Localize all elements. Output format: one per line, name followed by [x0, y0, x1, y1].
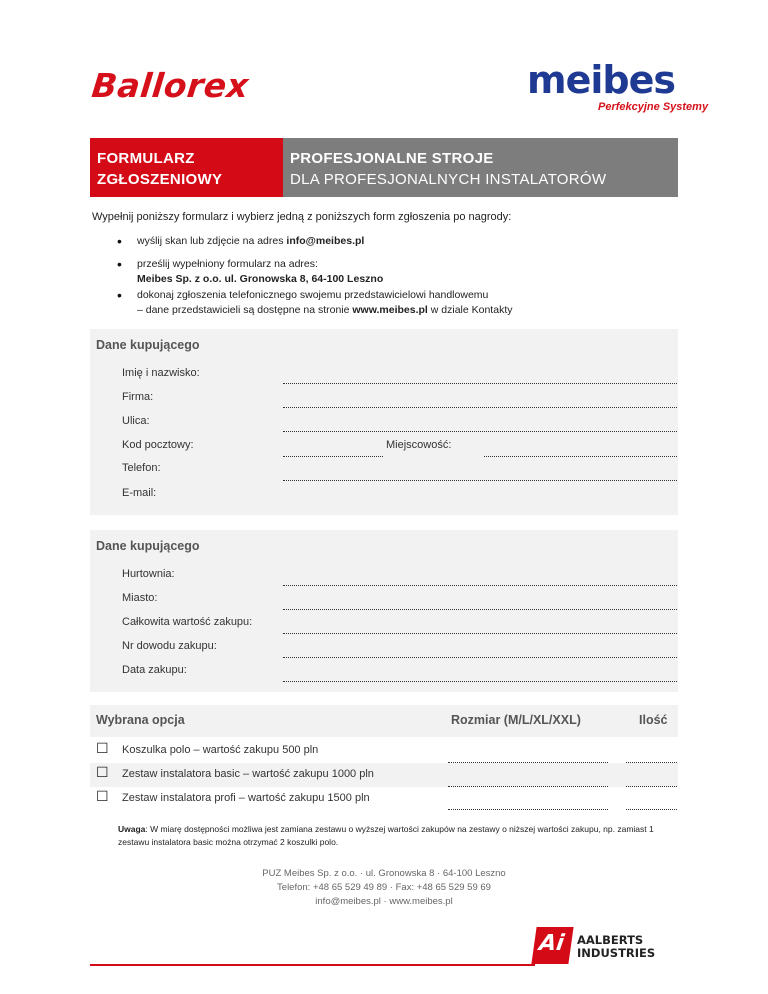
option-3-size-field[interactable] — [448, 809, 608, 810]
date-field[interactable] — [283, 681, 677, 682]
bullet-dot: • — [117, 233, 122, 249]
aalberts-name-line2: INDUSTRIES — [577, 946, 656, 960]
receipt-label: Nr dowodu zakupu: — [122, 640, 217, 652]
phone-label: Telefon: — [122, 462, 161, 474]
footer-contact: info@meibes.pl · www.meibes.pl — [315, 896, 453, 907]
company-field[interactable] — [283, 407, 677, 408]
ballorex-logo: Ballorex — [89, 66, 251, 105]
form-title-line1: FORMULARZ — [97, 150, 195, 167]
buyer-data-panel — [90, 329, 678, 515]
receipt-field[interactable] — [283, 657, 677, 658]
option-1-checkbox[interactable]: ☐ — [96, 740, 109, 756]
size-header: Rozmiar (M/L/XL/XXL) — [451, 713, 581, 727]
campaign-title-block — [283, 138, 678, 197]
email-link[interactable]: info@meibes.pl — [286, 235, 365, 247]
buyer-section-title: Dane kupującego — [96, 338, 200, 352]
form-title-block — [90, 138, 283, 197]
date-label: Data zakupu: — [122, 664, 187, 676]
bullet-dot: • — [117, 287, 122, 303]
street-label: Ulica: — [122, 415, 150, 427]
option-1-qty-field[interactable] — [626, 762, 677, 763]
bullet-3-line2: – dane przedstawicieli są dostępne na stronie www.meibes.pl w dziale Kontakty — [137, 304, 513, 316]
bullet-1-text: wyślij skan lub zdjęcie na adres — [137, 235, 287, 247]
purchase-section-title: Dane kupującego — [96, 539, 200, 553]
wholesaler-label: Hurtownia: — [122, 568, 175, 580]
note-text — [118, 823, 678, 849]
bullet-3-line1: dokonaj zgłoszenia telefonicznego swojemu przedstawicielowi handlowemu — [137, 289, 489, 301]
bullet-1 — [137, 234, 364, 249]
meibes-tagline: Perfekcyjne Systemy — [598, 101, 709, 113]
company-label: Firma: — [122, 391, 154, 403]
name-field[interactable] — [283, 383, 677, 384]
option-2-label: Zestaw instalatora basic – wartość zakupu 1000 pln — [122, 768, 374, 780]
campaign-title-line2: DLA PROFESJONALNYCH INSTALATORÓW — [290, 171, 607, 188]
options-title: Wybrana opcja — [96, 713, 185, 727]
bullet-3 — [137, 288, 513, 318]
meibes-logo: meibes — [527, 58, 675, 102]
option-3-label: Zestaw instalatora profi – wartość zakupu 1500 pln — [122, 792, 370, 804]
bullet-2 — [137, 257, 383, 287]
option-2-checkbox[interactable]: ☐ — [96, 764, 109, 780]
wholesaler-field[interactable] — [283, 585, 677, 586]
footer-phone: Telefon: +48 65 529 49 89 · Fax: +48 65 529 59 69 — [277, 882, 491, 893]
bullet-2-address: Meibes Sp. z o.o. ul. Gronowska 8, 64-100 Leszno — [137, 273, 384, 285]
street-field[interactable] — [283, 431, 677, 432]
website-link[interactable]: www.meibes.pl — [352, 304, 428, 316]
name-label: Imię i nazwisko: — [122, 367, 200, 379]
city-label: Miejscowość: — [386, 439, 452, 451]
option-2-size-field[interactable] — [448, 786, 608, 787]
bullet-2-line1: prześlij wypełniony formularz na adres: — [137, 258, 318, 270]
option-2-qty-field[interactable] — [626, 786, 677, 787]
bullet-dot: • — [117, 256, 122, 272]
qty-header: Ilość — [639, 713, 668, 727]
total-label: Całkowita wartość zakupu: — [122, 616, 253, 628]
option-3-checkbox[interactable]: ☐ — [96, 788, 109, 804]
option-1-label: Koszulka polo – wartość zakupu 500 pln — [122, 744, 319, 756]
note-label: Uwaga — [118, 824, 146, 834]
aalberts-logo-mark — [531, 927, 573, 964]
footer-company: PUZ Meibes Sp. z o.o. · ul. Gronowska 8 · 64-100 Leszno — [262, 868, 506, 879]
option-3-qty-field[interactable] — [626, 809, 677, 810]
aalberts-mark-text: Ai — [537, 931, 566, 956]
city-field[interactable] — [484, 456, 677, 457]
town-field[interactable] — [283, 609, 677, 610]
aalberts-name-line1: AALBERTS — [577, 933, 644, 947]
email-label: E-mail: — [122, 487, 157, 499]
form-title-line2: ZGŁOSZENIOWY — [97, 171, 223, 188]
postcode-field[interactable] — [283, 456, 383, 457]
footer-red-rule — [90, 964, 535, 966]
postcode-label: Kod pocztowy: — [122, 439, 194, 451]
phone-field[interactable] — [283, 480, 677, 481]
note-body: : W miarę dostępności możliwa jest zamiana zestawu o wyższej wartości zakupów na zestawy o niższej wartości zakupu, np. zamiast 1 zestawu instalatora basic można otrzymać 2 koszulki polo. — [118, 824, 654, 847]
intro-text: Wypełnij poniższy formularz i wybierz jedną z poniższych form zgłoszenia po nagrody: — [92, 211, 512, 223]
option-1-size-field[interactable] — [448, 762, 608, 763]
campaign-title-line1: PROFESJONALNE STROJE — [290, 150, 494, 167]
town-label: Miasto: — [122, 592, 158, 604]
total-field[interactable] — [283, 633, 677, 634]
